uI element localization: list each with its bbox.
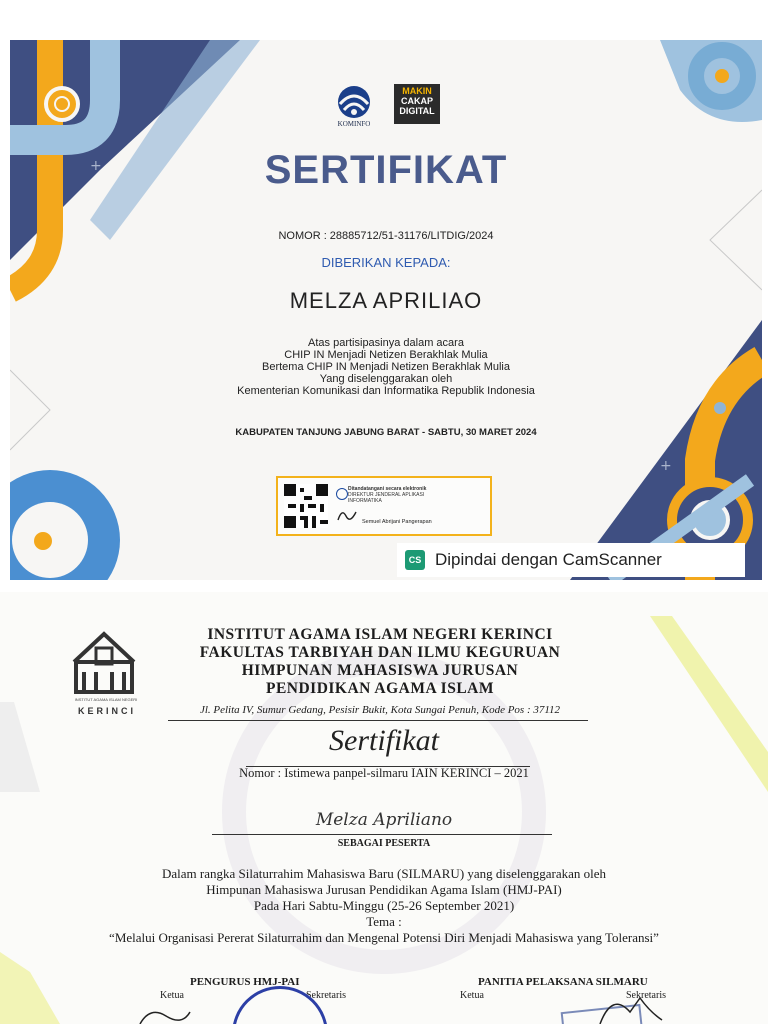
signature-squiggle-icon — [336, 506, 358, 524]
signature-line: DIREKTUR JENDERAL APLIKASI — [348, 492, 425, 498]
logo-makin-line: CAKAP — [400, 96, 433, 106]
svg-text:+: + — [90, 158, 102, 174]
camscanner-label: Dipindai dengan CamScanner — [435, 550, 662, 569]
body-line: Yang diselenggarakan oleh — [319, 373, 453, 385]
institution-address: Jl. Pelita IV, Sumur Gedang, Pesisir Bukit, Kota Sungai Penuh, Kode Pos : 37112 — [199, 704, 561, 716]
bsre-logo-icon — [336, 488, 348, 500]
pengurus-heading: PENGURUS HMJ-PAI — [190, 976, 300, 988]
body-line: Atas partisipasinya dalam acara — [308, 337, 464, 349]
certificate-body — [10, 337, 762, 397]
recipient-name: Melza Apriliano — [315, 810, 453, 830]
place-date: KABUPATEN TANJUNG JABUNG BARAT - SABTU, 30 MARET 2024 — [235, 427, 537, 438]
certificate-number: Nomor : Istimewa panpel-silmaru IAIN KERINCI – 2021 — [239, 766, 529, 780]
certificate-title: SERTIFIKAT — [264, 148, 508, 192]
signature-line: Ditandatangani secara elektronik — [348, 486, 427, 492]
header-line: HIMPUNAN MAHASISWA JURUSAN — [241, 662, 519, 679]
header-line: FAKULTAS TARBIYAH DAN ILMU KEGURUAN — [199, 644, 561, 661]
body-line: Bertema CHIP IN Menjadi Netizen Berakhlak Mulia — [261, 361, 510, 373]
header-line: PENDIDIKAN AGAMA ISLAM — [265, 680, 494, 697]
iain-logo-caption: INSTITUT AGAMA ISLAM NEGERI — [74, 697, 138, 702]
logo-makin-line: DIGITAL — [399, 106, 435, 116]
kominfo-certificate — [10, 40, 762, 580]
iain-logo-kerinci: KERINCI — [77, 706, 136, 716]
body-line: Dalam rangka Silaturrahim Mahasiswa Baru (SILMARU) yang diselenggarakan oleh — [161, 866, 607, 881]
kominfo-logo-text: KOMINFO — [337, 120, 371, 128]
certificate-title: Sertifikat — [329, 724, 439, 757]
sekretaris-right-label: Sekretaris — [626, 990, 666, 1001]
body-line: Tema : — [366, 914, 402, 929]
electronic-signature-box — [276, 476, 492, 536]
svg-text:+: + — [660, 458, 672, 474]
logo-makin-line: MAKIN — [402, 86, 432, 96]
signature-line: INFORMATIKA — [348, 498, 382, 504]
body-line: Kementerian Komunikasi dan Informatika Republik Indonesia — [237, 385, 535, 397]
given-to-label: DIBERIKAN KEPADA: — [321, 255, 451, 270]
makin-cakap-digital-logo — [394, 84, 440, 124]
handwritten-signatures — [0, 592, 768, 1024]
panitia-heading: PANITIA PELAKSANA SILMARU — [478, 976, 648, 988]
body-line: “Melalui Organisasi Pererat Silaturrahim dan Mengenal Potensi Diri Menjadi Mahasiswa yang Toleransi” — [109, 930, 659, 945]
signature-text — [348, 486, 488, 504]
recipient-role: SEBAGAI PESERTA — [337, 838, 431, 849]
ketua-left-label: Ketua — [160, 990, 184, 1001]
body-line: CHIP IN Menjadi Netizen Berakhlak Mulia — [284, 349, 488, 361]
kominfo-logo — [332, 82, 376, 128]
ketua-right-label: Ketua — [460, 990, 484, 1001]
certificate-number: NOMOR : 28885712/51-31176/LITDIG/2024 — [278, 230, 494, 242]
body-line: Himpunan Mahasiswa Jurusan Pendidikan Agama Islam (HMJ-PAI) — [206, 882, 562, 897]
iain-certificate-scan — [0, 592, 768, 1024]
header-line: INSTITUT AGAMA ISLAM NEGERI KERINCI — [207, 626, 553, 643]
qr-code-icon — [284, 483, 328, 529]
signer-name: Semuel Abrijani Pangerapan — [362, 519, 432, 525]
camscanner-icon: CS — [405, 550, 425, 570]
camscanner-watermark — [397, 543, 745, 577]
recipient-name: MELZA APRILIAO — [289, 288, 483, 313]
sekretaris-left-label: Sekretaris — [306, 990, 346, 1001]
body-line: Pada Hari Sabtu-Minggu (25-26 September 2021) — [253, 898, 515, 913]
